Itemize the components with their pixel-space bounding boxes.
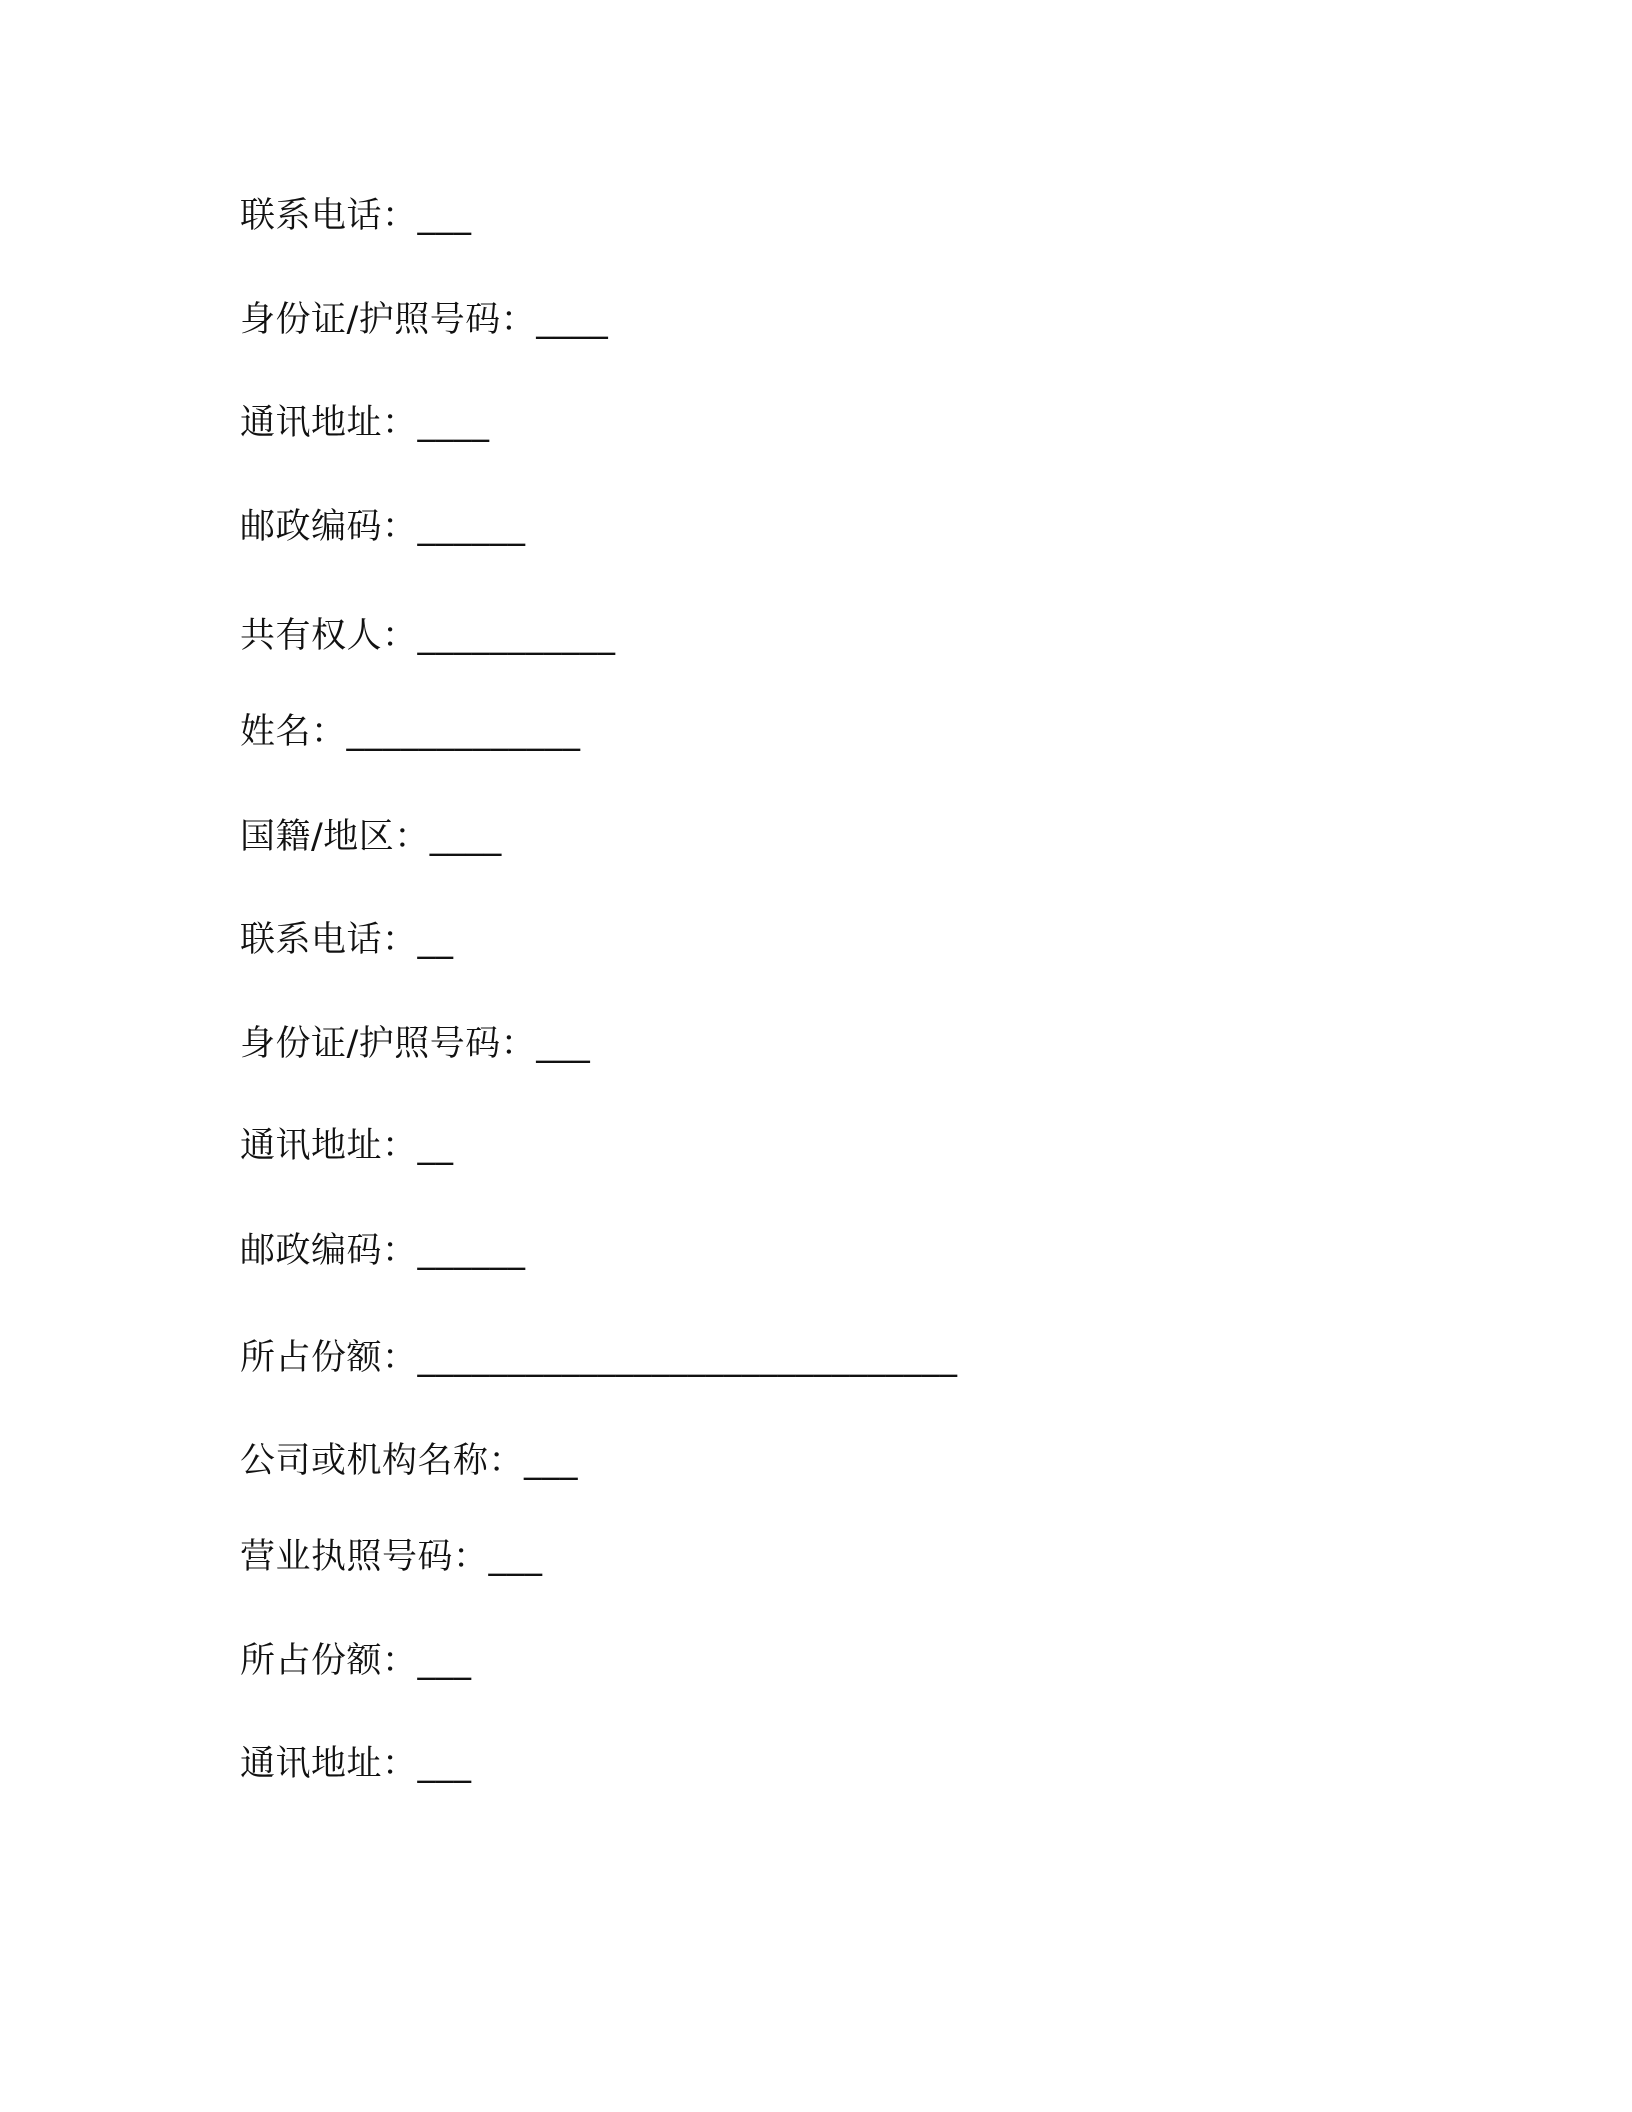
field-blank: ______________________________: [417, 1338, 958, 1378]
field-blank: ____: [429, 817, 502, 857]
field-business-license: [240, 1533, 543, 1581]
field-mailing-address: [240, 399, 490, 447]
field-blank: ___: [488, 1537, 543, 1577]
field-label: 身份证/护照号码：: [240, 1024, 537, 1064]
field-share-portion: [240, 1334, 958, 1382]
field-nationality-region: [240, 813, 502, 861]
field-blank: ___: [524, 1441, 579, 1481]
field-blank: ______: [417, 507, 526, 547]
field-blank: __: [417, 1126, 454, 1166]
field-blank: ___: [417, 1744, 472, 1784]
field-company-name: [240, 1437, 578, 1485]
field-label: 共有权人：: [240, 616, 418, 656]
field-blank: ___: [417, 196, 472, 236]
field-label: 通讯地址：: [240, 1126, 418, 1166]
field-label: 联系电话：: [240, 920, 418, 960]
field-name: [240, 708, 581, 756]
field-contact-phone: [240, 192, 472, 240]
field-co-owner: [240, 612, 616, 660]
field-label: 邮政编码：: [240, 507, 418, 547]
field-blank: ______: [417, 1231, 526, 1271]
field-label: 通讯地址：: [240, 403, 418, 443]
field-id-passport: [240, 1020, 590, 1068]
field-label: 通讯地址：: [240, 1744, 418, 1784]
field-blank: __: [417, 920, 454, 960]
field-label: 营业执照号码：: [240, 1537, 489, 1577]
field-label: 联系电话：: [240, 196, 418, 236]
field-label: 所占份额：: [240, 1641, 418, 1681]
field-blank: ____: [417, 403, 490, 443]
field-blank: _____________: [346, 712, 581, 752]
field-blank: ____: [536, 300, 609, 340]
field-label: 国籍/地区：: [240, 817, 430, 857]
field-label: 姓名：: [240, 712, 347, 752]
field-mailing-address: [240, 1740, 472, 1788]
field-contact-phone: [240, 916, 454, 964]
field-postal-code: [240, 1227, 526, 1275]
field-postal-code: [240, 503, 526, 551]
field-label: 邮政编码：: [240, 1231, 418, 1271]
field-label: 所占份额：: [240, 1338, 418, 1378]
field-blank: ___: [417, 1641, 472, 1681]
field-id-passport: [240, 296, 608, 344]
field-label: 身份证/护照号码：: [240, 300, 537, 340]
field-blank: ___________: [417, 616, 616, 656]
field-mailing-address: [240, 1122, 454, 1170]
field-share-portion: [240, 1637, 472, 1685]
field-label: 公司或机构名称：: [240, 1441, 525, 1481]
field-blank: ___: [536, 1024, 591, 1064]
